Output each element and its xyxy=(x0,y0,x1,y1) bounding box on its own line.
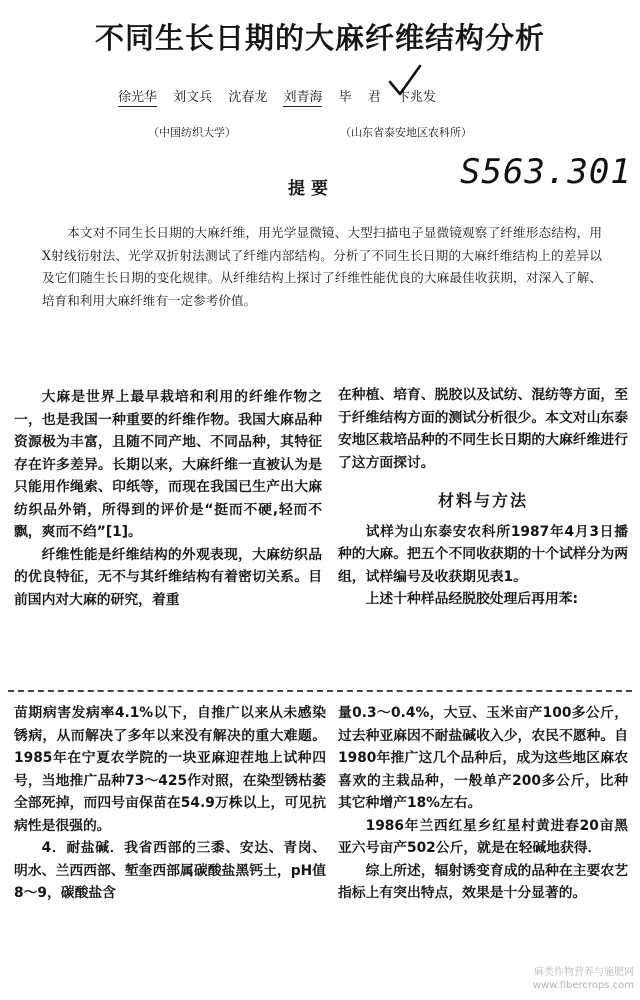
paper-title: 不同生长日期的大麻纤维结构分析 xyxy=(94,21,545,55)
site-watermark xyxy=(533,966,634,992)
affiliation: （中国纺织大学） xyxy=(148,126,236,139)
author-name: 毕 xyxy=(338,90,352,105)
author-name: 徐光华 xyxy=(118,86,157,107)
abstract-heading: 提要 xyxy=(288,179,334,199)
body-paragraph: 上述十种样品经脱胶处理后再用苯: xyxy=(365,591,579,607)
body-paragraph: 量0.3～0.4%，大豆、玉米亩产100多公斤，过去种亚麻因不耐盐碱收入少，农民不愿种。自1980年推广这几个品种后，成为这些地区麻农喜欢的主栽品种，一般单产200多公斤，比种其它种增产18%左右。 xyxy=(338,705,628,811)
handwritten-call-number: S563.301 xyxy=(460,152,632,192)
author-name: 刘文兵 xyxy=(173,90,213,105)
page-divider xyxy=(8,690,632,692)
section-heading: 材料与方法 xyxy=(437,491,528,510)
body-paragraph: 大麻是世界上最早栽培和利用的纤维作物之一，也是我国一种重要的纤维作物。我国大麻品种资源极为丰富，且随不同产地、不同品种，其特征存在许多差异。长期以来，大麻纤维一直被认为是只能用作绳索、印纸等，而现在我国已生产出大麻纺织品外销，所得到的评价是“挺而不硬,轻而不飘，爽而不绉”[1]。 xyxy=(14,389,322,540)
body-column-top-left xyxy=(14,386,322,611)
abstract-text: 本文对不同生长日期的大麻纤维，用光学显微镜、大型扫描电子显微镜观察了纤维形态结构，用X射线衍射法、光学双折射法测试了纤维内部结构。分析了不同生长日期的大麻纤维结构上的差异以及它们随生长日期的变化规律。从纤维结构上探讨了纤维性能优良的大麻最佳收获期，对深入了解、培育和利用大麻纤维有一定参考价值。 xyxy=(42,225,602,308)
body-column-top-right xyxy=(338,384,628,611)
body-paragraph: 4．耐盐碱．我省西部的三黍、安达、青岗、明水、兰西西部、堑奎西部属碳酸盐黑钙土，pH值8～9，碳酸盐含 xyxy=(14,840,326,901)
body-paragraph: 试样为山东泰安农科所1987年4月3日播种的大麻。把五个不同收获期的十个试样分为两组，试样编号及收获期见表1。 xyxy=(338,523,628,585)
body-column-bottom-left xyxy=(14,702,326,905)
handwritten-check-icon xyxy=(388,64,422,98)
body-paragraph: 综上所述，辐射诱变育成的品种在主要农艺指标上有突出特点，效果是十分显著的。 xyxy=(338,862,628,901)
author-name: 君 xyxy=(367,90,381,105)
body-paragraph: 在种植、培育、脱胶以及试纺、混纺等方面，至于纤维结构方面的测试分析很少。本文对山东泰安地区栽培品种的不同生长日期的大麻纤维进行了这方面探讨。 xyxy=(338,387,628,471)
body-paragraph: 纤维性能是纤维结构的外观表现，大麻纺织品的优良特征，无不与其纤维结构有着密切关系。目前国内对大麻的研究，着重 xyxy=(14,546,322,608)
author-name: 沈春龙 xyxy=(228,90,268,105)
watermark-line: www.fibercrops.com xyxy=(532,980,634,991)
body-column-bottom-right xyxy=(338,702,628,905)
watermark-line: 麻类作物营养与施肥网 xyxy=(534,967,634,978)
body-paragraph: 1986年兰西红星乡红星村黄进春20亩黑亚六号亩产502公斤，就是在轻碱地获得． xyxy=(338,817,628,856)
author-name: 卞兆发 xyxy=(396,90,436,105)
body-paragraph: 苗期病害发病率4.1%以下，自推广以来从未感染锈病，从而解决了多年以来没有解决的重大难题。1985年在宁夏农学院的一块亚麻迎茬地上试种四号，当地推广品种73～425作对照，在染型锈枯萎全部死掉，而四号亩保苗在54.9万株以上，可见抗病性是很强的。 xyxy=(14,705,326,834)
affiliation: （山东省泰安地区农科所） xyxy=(340,126,472,139)
author-name: 刘青海 xyxy=(283,86,322,107)
author-list xyxy=(118,86,548,107)
